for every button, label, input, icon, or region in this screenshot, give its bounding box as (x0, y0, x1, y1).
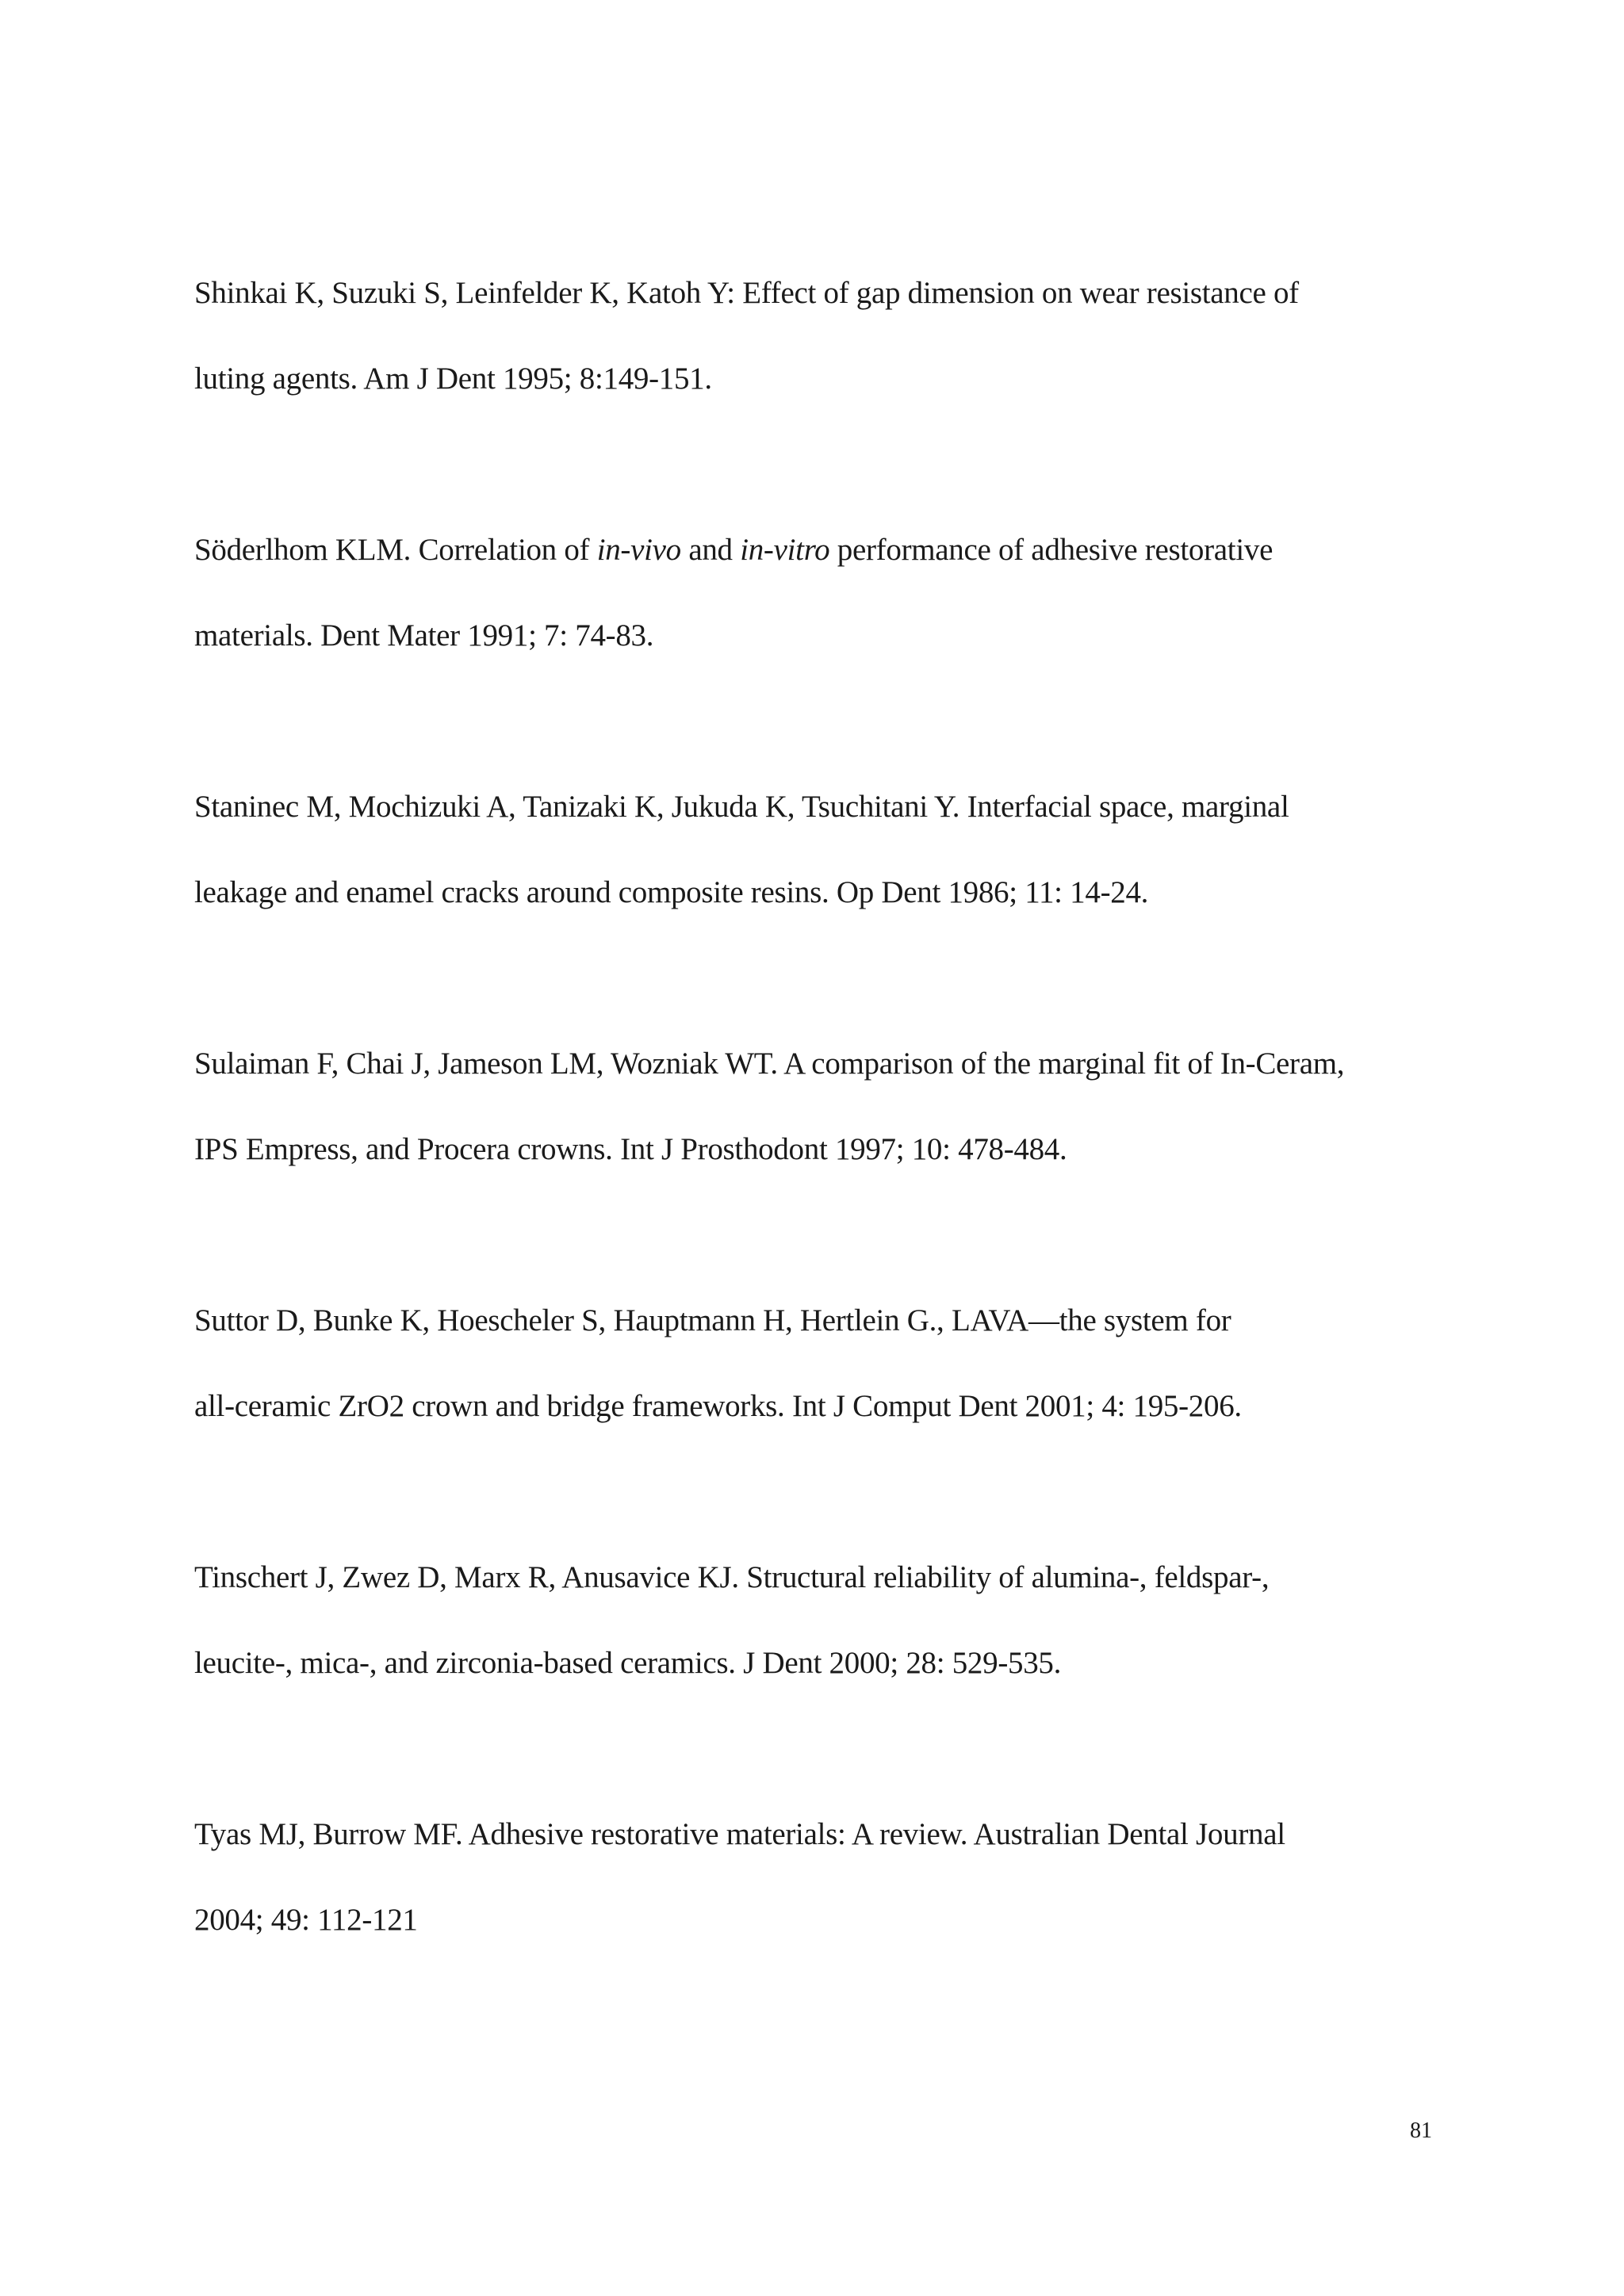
reference-text: all-ceramic ZrO2 crown and bridge frameworks. Int J Comput Dent 2001; 4: 195-206. (194, 1389, 1242, 1423)
reference-line (194, 251, 1495, 336)
reference-line (194, 1621, 1495, 1706)
reference-line (194, 336, 1495, 422)
reference-line (194, 850, 1495, 936)
italic-term: in-vitro (740, 533, 830, 567)
reference-line (194, 1535, 1495, 1621)
reference-text: Tinschert J, Zwez D, Marx R, Anusavice KJ. Structural reliability of alumina-, feldspar-, (194, 1560, 1270, 1594)
reference-entry (194, 251, 1495, 422)
reference-text: and (680, 533, 741, 567)
reference-line (194, 764, 1495, 850)
reference-text: Tyas MJ, Burrow MF. Adhesive restorative materials: A review. Australian Dental Journal (194, 1817, 1285, 1851)
italic-term: in-vivo (596, 533, 681, 567)
reference-list (194, 251, 1495, 2049)
reference-line (194, 1877, 1495, 1963)
reference-text: Sulaiman F, Chai J, Jameson LM, Wozniak WT. A comparison of the marginal fit of In-Ceram, (194, 1047, 1345, 1081)
reference-entry (194, 1792, 1495, 1963)
reference-text: Suttor D, Bunke K, Hoescheler S, Hauptmann H, Hertlein G., LAVA—the system for (194, 1303, 1231, 1337)
reference-line (194, 1021, 1495, 1107)
page-number: 81 (1410, 2118, 1432, 2143)
reference-entry (194, 1278, 1495, 1449)
reference-line (194, 1792, 1495, 1877)
reference-line (194, 1278, 1495, 1364)
reference-line (194, 507, 1495, 593)
reference-text: 2004; 49: 112-121 (194, 1903, 418, 1937)
reference-entry (194, 1535, 1495, 1706)
reference-text: luting agents. Am J Dent 1995; 8:149-151. (194, 362, 712, 396)
reference-line (194, 593, 1495, 679)
reference-text: Shinkai K, Suzuki S, Leinfelder K, Katoh Y: Effect of gap dimension on wear resistance of (194, 276, 1299, 310)
reference-entry (194, 1021, 1495, 1192)
reference-text: Söderlhom KLM. Correlation of (194, 533, 597, 567)
reference-entry (194, 507, 1495, 679)
reference-text: IPS Empress, and Procera crowns. Int J Prosthodont 1997; 10: 478-484. (194, 1132, 1067, 1166)
reference-text: leucite-, mica-, and zirconia-based ceramics. J Dent 2000; 28: 529-535. (194, 1646, 1062, 1680)
reference-text: Staninec M, Mochizuki A, Tanizaki K, Jukuda K, Tsuchitani Y. Interfacial space, marginal (194, 790, 1289, 824)
reference-text: leakage and enamel cracks around composite resins. Op Dent 1986; 11: 14-24. (194, 875, 1149, 909)
reference-line (194, 1107, 1495, 1192)
reference-text: materials. Dent Mater 1991; 7: 74-83. (194, 618, 654, 652)
reference-text: performance of adhesive restorative (829, 533, 1274, 567)
reference-line (194, 1364, 1495, 1449)
reference-entry (194, 764, 1495, 936)
